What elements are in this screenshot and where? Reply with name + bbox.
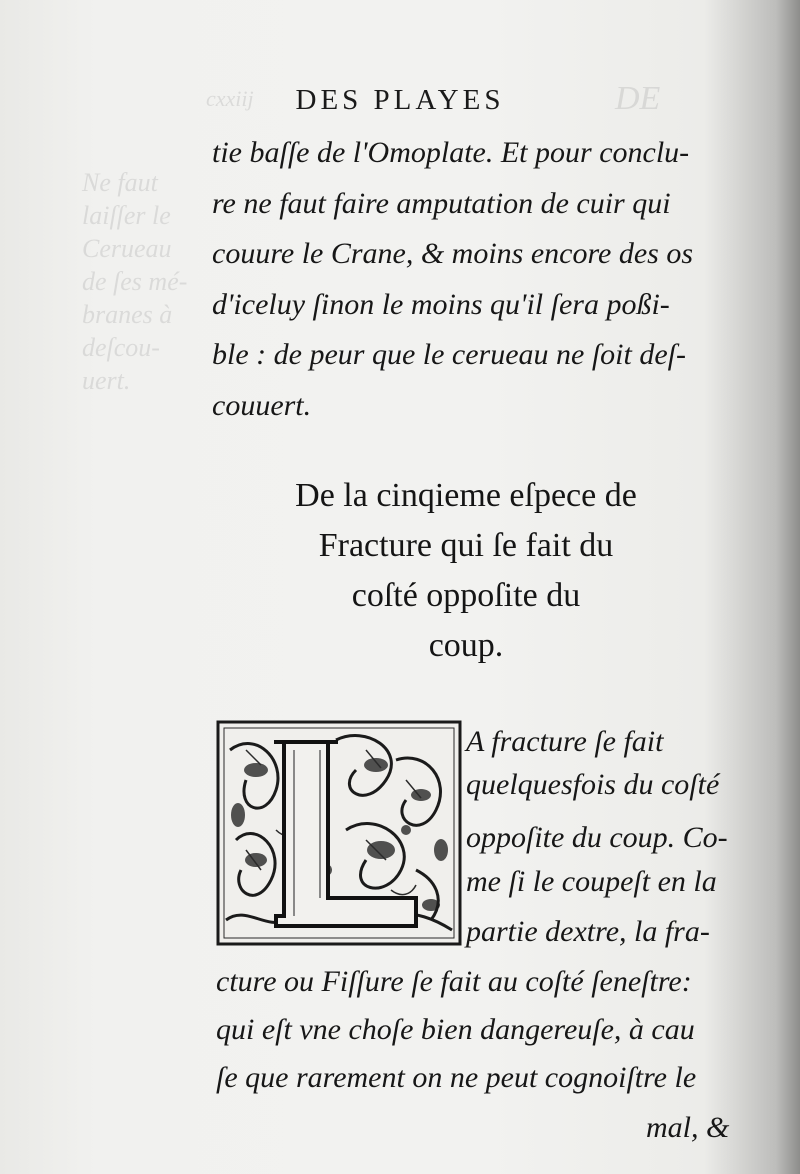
- show-through-text: branes à: [82, 300, 173, 329]
- heading-line: Fracture qui ſe fait du: [318, 527, 614, 564]
- text-line: cture ou Fiſſure ſe fait au coſté ſeneſtre:: [216, 965, 692, 998]
- section-heading: [0, 471, 800, 671]
- text-line: d'iceluy ſinon le moins qu'il ſera poßi-: [212, 287, 670, 321]
- show-through-text: Ne faut: [82, 168, 158, 197]
- heading-line: De la cinqieme eſpece de: [295, 477, 637, 514]
- text-line: partie dextre, la fra-: [466, 915, 710, 948]
- decorated-initial-l: [216, 720, 462, 946]
- show-through-text: cxxiij: [206, 86, 254, 111]
- heading-line: coſté oppoſite du: [351, 577, 581, 614]
- text-line: quelquesfois du coſté: [466, 768, 720, 801]
- show-through-text: de ſes mé-: [82, 267, 188, 296]
- show-through-text: uert.: [82, 366, 131, 395]
- text-line: qui eſt vne choſe bien dangereuſe, à cau: [216, 1013, 695, 1046]
- page-header: DES PLAYES: [295, 84, 505, 116]
- show-through-text: DE: [615, 80, 661, 117]
- text-line: tie baſſe de l'Omoplate. Et pour conclu-: [212, 136, 690, 169]
- body-text: [212, 128, 772, 431]
- heading-line: coup.: [428, 627, 504, 664]
- text-line: oppoſite du coup. Co-: [466, 821, 728, 854]
- text-line: ſe que rarement on ne peut cognoiſtre le: [216, 1061, 697, 1094]
- text-line: couuert.: [212, 388, 312, 422]
- text-line: ble : de peur que le cerueau ne ſoit deſ-: [212, 338, 686, 371]
- text-line: re ne faut faire amputation de cuir qui: [212, 186, 671, 220]
- catchword: mal, &: [646, 1111, 730, 1144]
- text-line: A fracture ſe fait: [466, 725, 664, 758]
- ornament-illustration: [216, 720, 462, 946]
- show-through-text: deſcou-: [82, 333, 160, 362]
- text-line: me ſi le coupeſt en la: [466, 865, 717, 898]
- show-through-text: Cerueau: [82, 234, 172, 263]
- show-through-text: laiſſer le: [82, 201, 171, 230]
- text-line: couure le Crane, & moins encore des os: [212, 237, 694, 270]
